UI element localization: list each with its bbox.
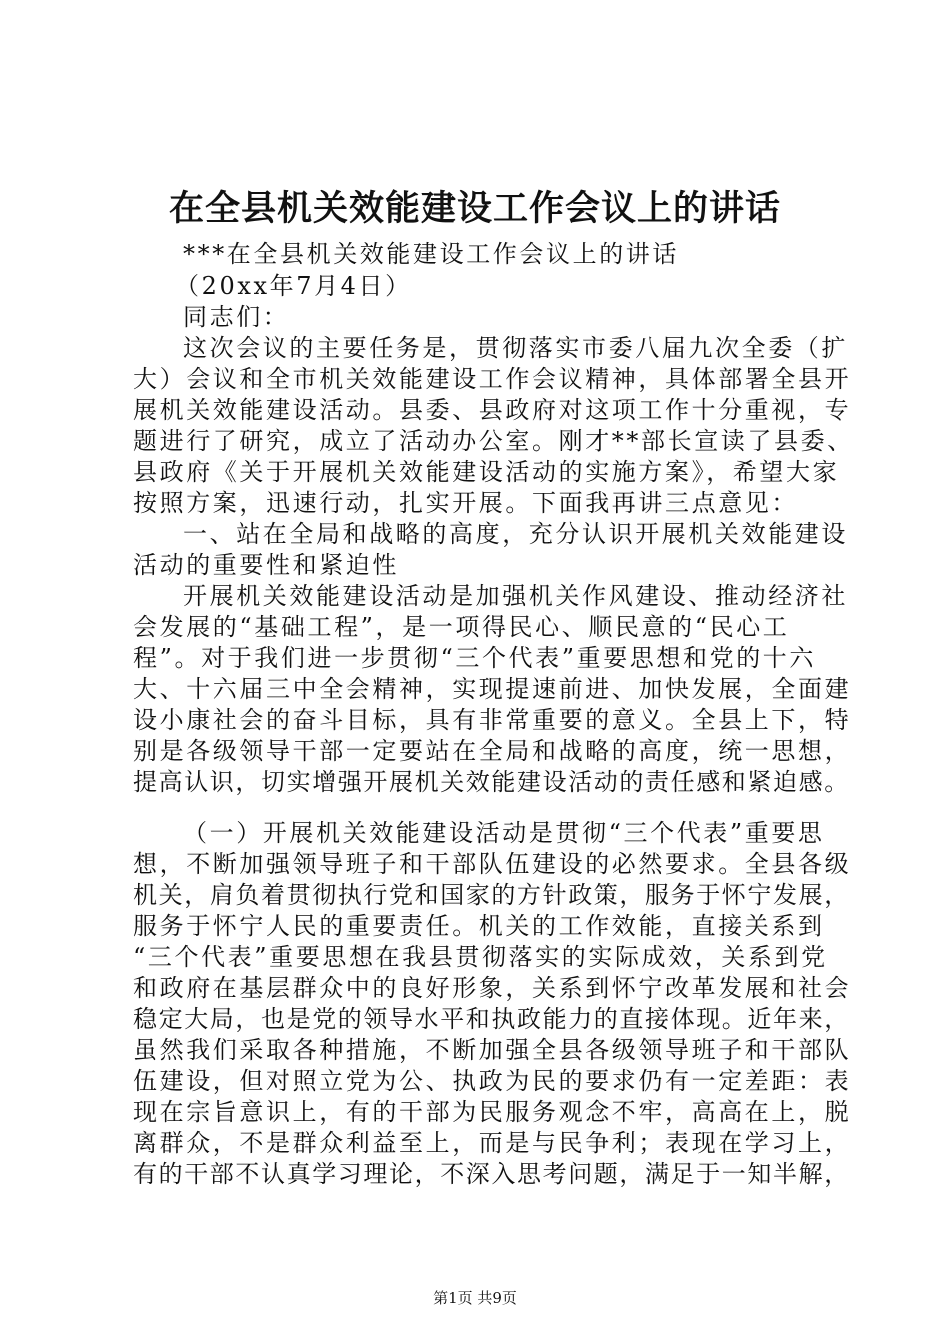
paragraph-line: 大、十六届三中全会精神，实现提速前进、加快发展，全面建 [133,675,852,703]
paragraph-line: 程”。对于我们进一步贯彻“三个代表”重要思想和党的十六 [133,644,817,672]
paragraph-line: 开展机关效能建设活动是加强机关作风建设、推动经济社 [183,582,848,610]
paragraph-line: 提高认识，切实增强开展机关效能建设活动的责任感和紧迫感。 [133,768,850,796]
paragraph-line: 虽然我们采取各种措施，不断加强全县各级领导班子和干部队 [133,1036,852,1064]
paragraph-line: 县政府《关于开展机关效能建设活动的实施方案》，希望大家 [133,458,840,486]
speech-date: （20xx年7月4日） [175,272,412,300]
paragraph-line: “三个代表”重要思想在我县贯彻落实的实际成效，关系到党 [133,943,828,971]
paragraph-line: 按照方案，迅速行动，扎实开展。下面我再讲三点意见： [133,489,798,517]
paragraph-line: 和政府在基层群众中的良好形象，关系到怀宁改革发展和社会 [133,974,852,1002]
section-heading: 一、站在全局和战略的高度，充分认识开展机关效能建设 [183,520,848,548]
paragraph-line: 有的干部不认真学习理论，不深入思考问题，满足于一知半解， [133,1160,850,1188]
paragraph-line: 现在宗旨意识上，有的干部为民服务观念不牢，高高在上，脱 [133,1098,852,1126]
paragraph-line: 设小康社会的奋斗目标，具有非常重要的意义。全县上下，特 [133,706,852,734]
paragraph-line: 这次会议的主要任务是，贯彻落实市委八届九次全委（扩 [183,334,848,362]
page-number-footer: 第1页 共9页 [433,1289,517,1307]
document-title: 在全县机关效能建设工作会议上的讲话 [168,188,781,229]
salutation: 同志们： [183,303,290,331]
paragraph-line: （一）开展机关效能建设活动是贯彻“三个代表”重要思 [183,819,825,847]
paragraph-line: 想，不断加强领导班子和干部队伍建设的必然要求。全县各级 [133,850,852,878]
paragraph-line: 大）会议和全市机关效能建设工作会议精神，具体部署全县开 [133,365,852,393]
paragraph-line: 展机关效能建设活动。县委、县政府对这项工作十分重视，专 [133,396,852,424]
paragraph-line: 伍建设，但对照立党为公、执政为民的要求仍有一定差距：表 [133,1067,852,1095]
paragraph-line: 会发展的“基础工程”，是一项得民心、顺民意的“民心工 [133,613,790,641]
section-heading: 活动的重要性和紧迫性 [133,551,399,579]
paragraph-line: 服务于怀宁人民的重要责任。机关的工作效能，直接关系到 [133,912,825,940]
paragraph-line: 题进行了研究，成立了活动办公室。刚才**部长宣读了县委、 [133,427,854,455]
paragraph-line: 机关，肩负着贯彻执行党和国家的方针政策，服务于怀宁发展， [133,881,850,909]
paragraph-line: 别是各级领导干部一定要站在全局和战略的高度，统一思想， [133,737,852,765]
paragraph-line: 离群众，不是群众利益至上，而是与民争利；表现在学习上， [133,1129,852,1157]
speech-subtitle: ***在全县机关效能建设工作会议上的讲话 [183,240,679,268]
paragraph-line: 稳定大局，也是党的领导水平和执政能力的直接体现。近年来， [133,1005,850,1033]
